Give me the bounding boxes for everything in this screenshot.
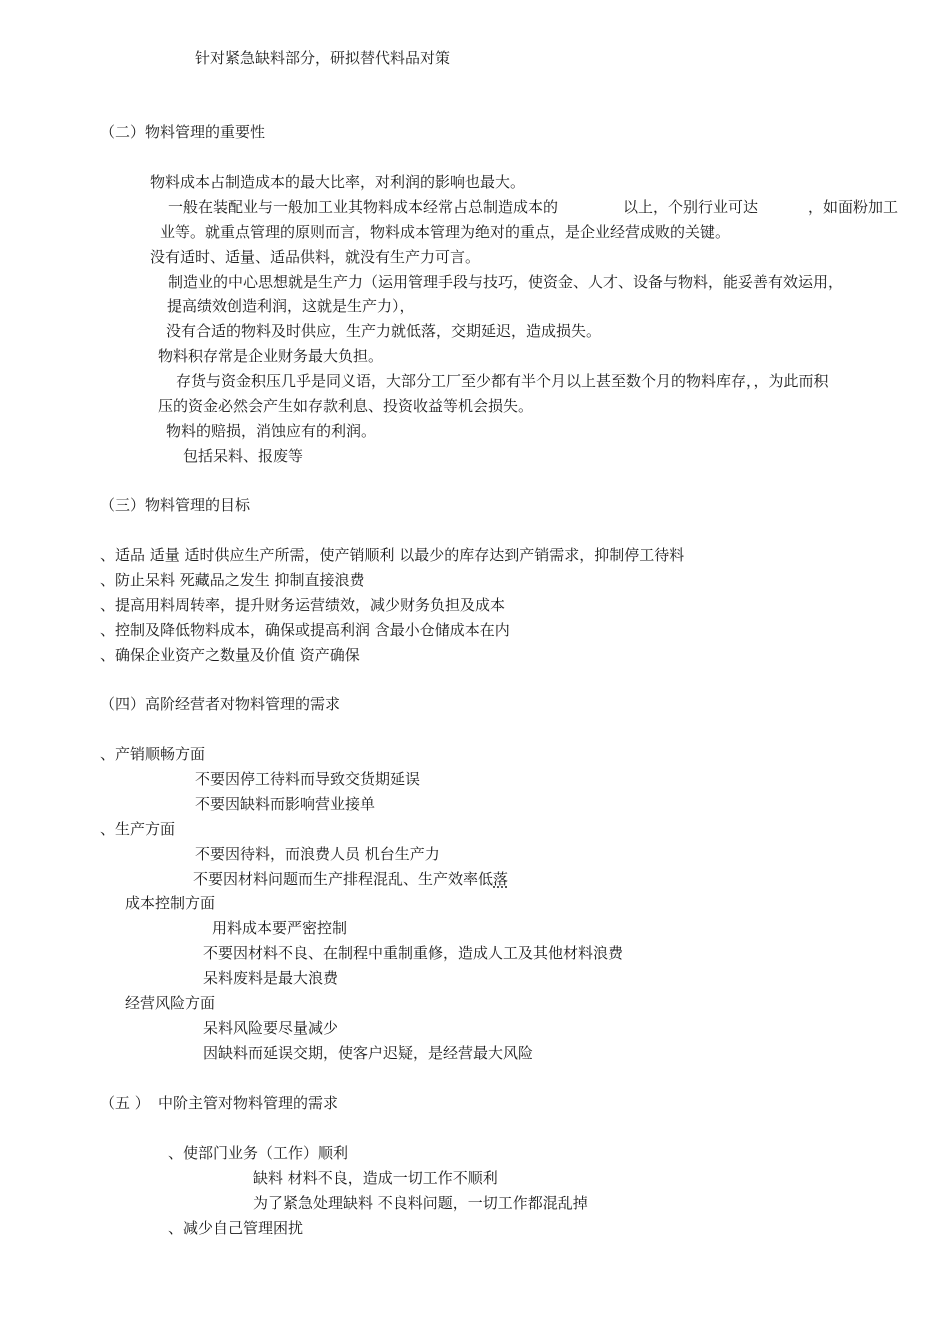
paragraph: 一般在装配业与一般加工业其物料成本经常占总制造成本的	[168, 198, 559, 216]
section-heading-5-number: （五 ）	[100, 1094, 150, 1112]
section-heading-4: （四）高阶经营者对物料管理的需求	[100, 695, 341, 713]
group-title: 、产销顺畅方面	[100, 745, 206, 763]
section-heading-5: 中阶主管对物料管理的需求	[158, 1094, 339, 1112]
list-item: 不要因待料，而浪费人员 机台生产力	[195, 845, 440, 863]
list-item	[193, 872, 508, 887]
paragraph: 没有合适的物料及时供应，生产力就低落，交期延迟，造成损失。	[166, 322, 602, 340]
group-title: 、减少自己管理困扰	[168, 1219, 304, 1237]
paragraph: 物料的赔损，消蚀应有的利润。	[166, 422, 377, 440]
list-item: 不要因缺料而影响营业接单	[195, 795, 376, 813]
list-item: 不要因停工待料而导致交货期延误	[195, 770, 421, 788]
list-item: 缺料 材料不良，造成一切工作不顺利	[253, 1169, 498, 1187]
paragraph: 以上，个别行业可达	[623, 198, 759, 216]
paragraph: 业等。就重点管理的原则而言，物料成本管理为绝对的重点，是企业经营成败的关键。	[160, 223, 731, 241]
top-line: 针对紧急缺料部分，研拟替代料品对策	[195, 49, 451, 67]
paragraph: ，如面粉加工	[808, 198, 899, 216]
group-title: 、生产方面	[100, 820, 176, 838]
group-title: 成本控制方面	[125, 894, 216, 912]
paragraph: 物料积存常是企业财务最大负担。	[158, 347, 384, 365]
paragraph: 包括呆料、报废等	[183, 447, 304, 465]
list-item: 不要因材料不良、在制程中重制重修，造成人工及其他材料浪费	[203, 944, 624, 962]
list-item: 、确保企业资产之数量及价值 资产确保	[100, 646, 360, 664]
list-item: 呆料风险要尽量减少	[203, 1019, 339, 1037]
paragraph: 压的资金必然会产生如存款利息、投资收益等机会损失。	[158, 397, 534, 415]
paragraph: 没有适时、适量、适品供料，就没有生产力可言。	[150, 248, 481, 266]
section-heading-2: （二）物料管理的重要性	[100, 123, 266, 141]
list-item: 、提高用料周转率，提升财务运营绩效，减少财务负担及成本	[100, 596, 506, 614]
list-item: 因缺料而延误交期，使客户迟疑，是经营最大风险	[203, 1044, 534, 1062]
paragraph: 制造业的中心思想就是生产力（运用管理手段与技巧，使资金、人才、设备与物料，能妥善有效运用，	[168, 273, 844, 291]
list-item: 、防止呆料 死藏品之发生 抑制直接浪费	[100, 571, 365, 589]
list-item: 、控制及降低物料成本，确保或提高利润 含最小仓储成本在内	[100, 621, 510, 639]
paragraph: 提高绩效创造利润，这就是生产力），	[167, 297, 415, 315]
group-title: 、使部门业务（工作）顺利	[168, 1144, 349, 1162]
list-item: 、适品 适量 适时供应生产所需，使产销顺利 以最少的库存达到产销需求，抑制停工待料	[100, 546, 685, 564]
list-item: 为了紧急处理缺料 不良料问题，一切工作都混乱掉	[253, 1194, 588, 1212]
list-item: 用料成本要严密控制	[212, 919, 348, 937]
group-title: 经营风险方面	[125, 994, 216, 1012]
list-item: 呆料废料是最大浪费	[203, 969, 339, 987]
paragraph: 物料成本占制造成本的最大比率，对利润的影响也最大。	[150, 173, 526, 191]
paragraph: 存货与资金积压几乎是同义语，大部分工厂至少都有半个月以上甚至数个月的物料库存，，为此而积	[176, 372, 829, 390]
list-item-text: 不要因材料问题而生产排程混乱、生产效率低	[193, 870, 494, 888]
underlined-char: 落	[493, 870, 509, 888]
section-heading-3: （三）物料管理的目标	[100, 496, 251, 514]
